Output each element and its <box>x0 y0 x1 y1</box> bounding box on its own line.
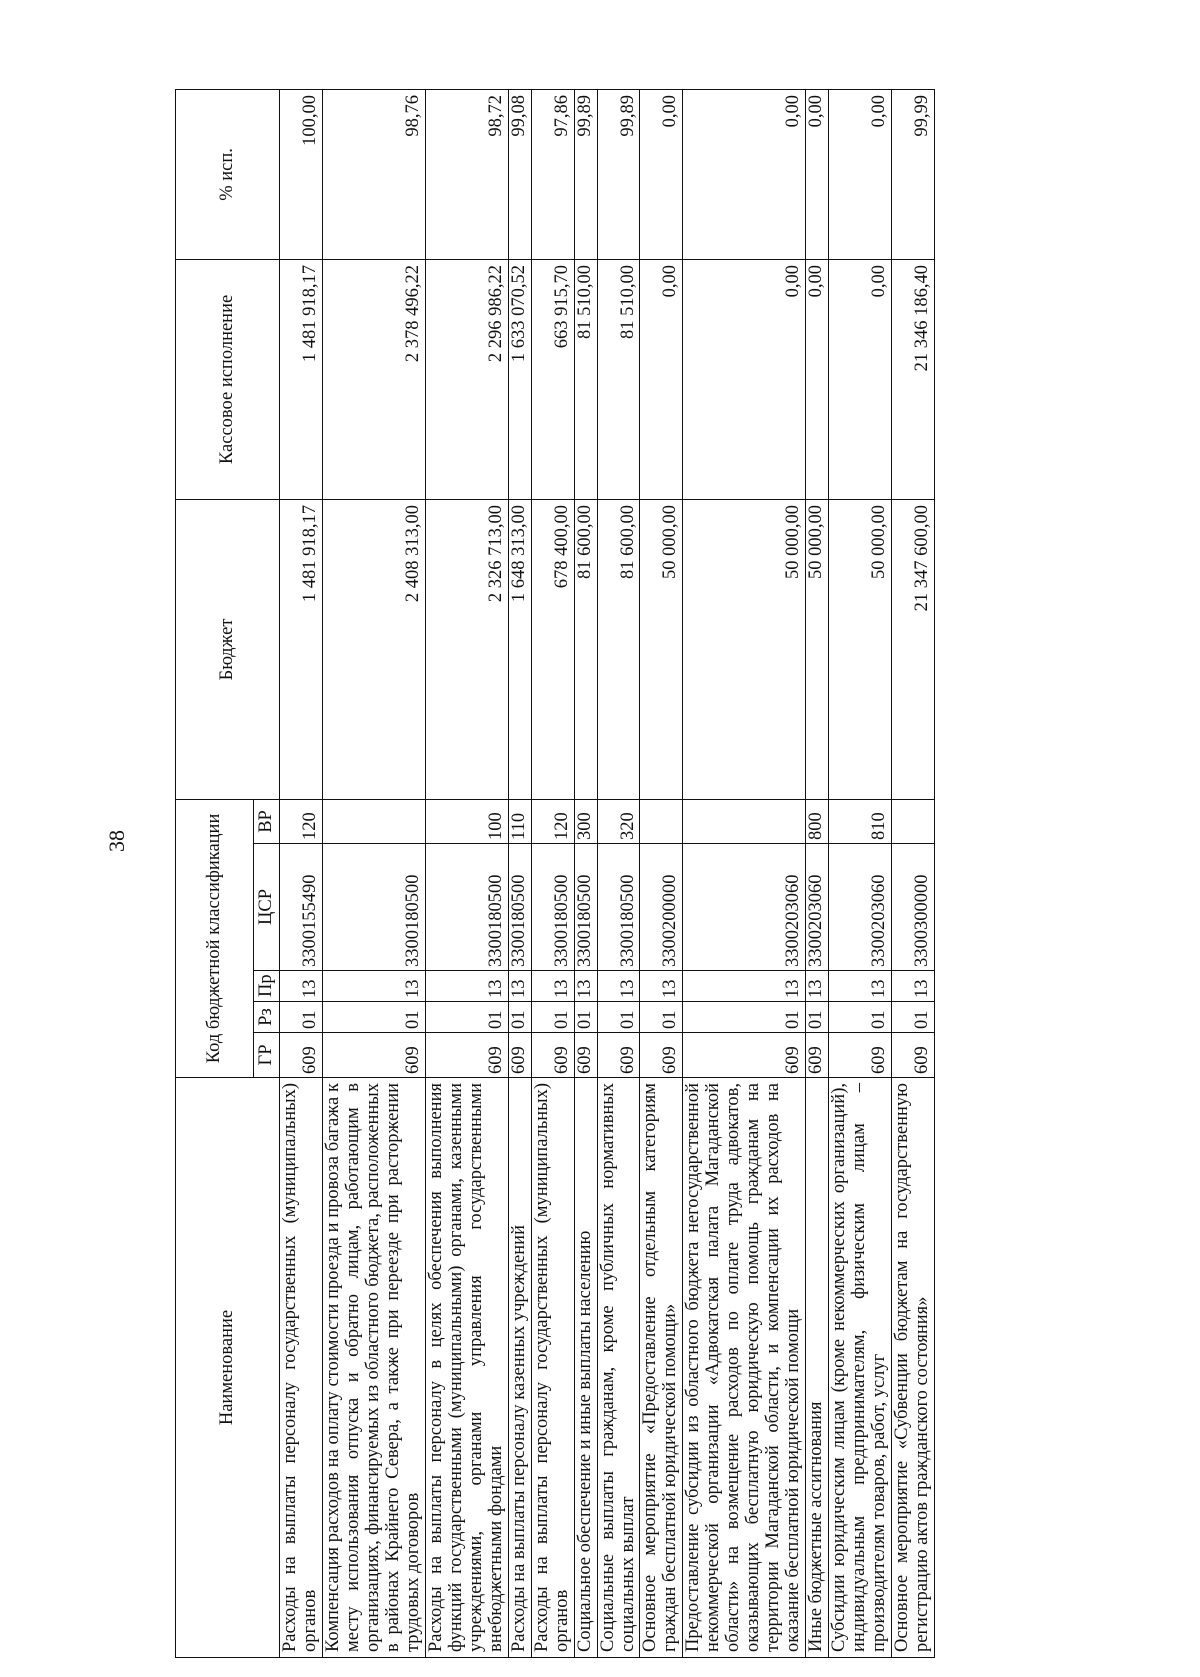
cell-name: Предоставление субсидии из областного бюджета негосударственной некоммерческой организации «Адвокатская палата Магаданской области» на возмещение расходов по оплате труда адвокатов, оказывающих бесплатную юридическую помощь гражданам на территории Магаданской области, и компенсации их расходов на оказание бесплатной юридической помощи <box>683 1078 806 1658</box>
cell-budget: 81 600,00 <box>597 499 640 799</box>
cell-percent: 99,89 <box>574 89 597 259</box>
cell-budget: 81 600,00 <box>574 499 597 799</box>
cell-name: Основное мероприятие «Предоставление отдельным категориям граждан бесплатной юридической помощи» <box>640 1078 683 1658</box>
cell-budget: 2 326 713,00 <box>425 499 508 799</box>
header-code-group: Код бюджетной классификации <box>176 799 254 1077</box>
cell-vr: 120 <box>531 799 574 843</box>
cell-budget: 21 347 600,00 <box>892 499 935 799</box>
cell-percent: 99,89 <box>597 89 640 259</box>
cell-execution: 81 510,00 <box>597 259 640 499</box>
cell-pr: 13 <box>892 971 935 1002</box>
header-pr: Пр <box>254 971 280 1002</box>
cell-name: Расходы на выплаты персоналу государственных (муниципальных) органов <box>531 1078 574 1658</box>
cell-pr: 13 <box>425 971 508 1002</box>
cell-csr: 3300203060 <box>829 844 892 971</box>
header-rz: Рз <box>254 1002 280 1033</box>
cell-execution: 0,00 <box>640 259 683 499</box>
cell-gr: 609 <box>425 1033 508 1078</box>
cell-csr: 3300180500 <box>531 844 574 971</box>
cell-csr: 3300300000 <box>892 844 935 971</box>
cell-pr: 13 <box>829 971 892 1002</box>
header-name: Наименование <box>176 1078 280 1658</box>
table-row <box>425 89 508 1657</box>
cell-vr <box>640 799 683 843</box>
cell-name: Расходы на выплаты персоналу казенных учреждений <box>508 1078 531 1658</box>
cell-execution: 81 510,00 <box>574 259 597 499</box>
cell-csr: 3300180500 <box>574 844 597 971</box>
cell-gr: 609 <box>508 1033 531 1078</box>
cell-pr: 13 <box>508 971 531 1002</box>
cell-budget: 1 481 918,17 <box>280 499 323 799</box>
cell-rz: 01 <box>531 1002 574 1033</box>
cell-rz: 01 <box>597 1002 640 1033</box>
cell-pr: 13 <box>640 971 683 1002</box>
cell-rz: 01 <box>892 1002 935 1033</box>
cell-csr: 3300203060 <box>683 844 806 971</box>
cell-gr: 609 <box>806 1033 829 1078</box>
cell-rz: 01 <box>574 1002 597 1033</box>
page-number: 38 <box>104 830 129 852</box>
cell-name: Расходы на выплаты персоналу государственных (муниципальных) органов <box>280 1078 323 1658</box>
cell-csr: 3300200000 <box>640 844 683 971</box>
cell-vr <box>892 799 935 843</box>
cell-percent: 98,72 <box>425 89 508 259</box>
cell-execution: 0,00 <box>683 259 806 499</box>
cell-pr: 13 <box>531 971 574 1002</box>
cell-csr: 3300155490 <box>280 844 323 971</box>
cell-gr: 609 <box>322 1033 425 1078</box>
cell-rz: 01 <box>425 1002 508 1033</box>
cell-name: Субсидии юридическим лицам (кроме некоммерческих организаций), индивидуальным предпринимателям, физическим лицам – производителям товаров, работ, услуг <box>829 1078 892 1658</box>
cell-pr: 13 <box>806 971 829 1002</box>
cell-vr <box>322 799 425 843</box>
cell-csr: 3300203060 <box>806 844 829 971</box>
cell-csr: 3300180500 <box>322 844 425 971</box>
cell-gr: 609 <box>892 1033 935 1078</box>
cell-rz: 01 <box>806 1002 829 1033</box>
cell-execution: 1 633 070,52 <box>508 259 531 499</box>
cell-execution: 0,00 <box>806 259 829 499</box>
cell-name: Компенсация расходов на оплату стоимости проезда и провоза багажа к месту использования отпуска и обратно лицам, работающим в организациях, финансируемых из областного бюджета, расположенных в районах Крайнего Севера, а также при переезде при расторжении трудовых договоров <box>322 1078 425 1658</box>
cell-execution: 663 915,70 <box>531 259 574 499</box>
cell-csr: 3300180500 <box>597 844 640 971</box>
cell-pr: 13 <box>280 971 323 1002</box>
cell-execution: 21 346 186,40 <box>892 259 935 499</box>
table-row <box>597 89 640 1657</box>
cell-rz: 01 <box>640 1002 683 1033</box>
header-percent: % исп. <box>176 89 280 259</box>
table-body <box>280 89 935 1657</box>
cell-name: Социальное обеспечение и иные выплаты населению <box>574 1078 597 1658</box>
cell-budget: 50 000,00 <box>640 499 683 799</box>
table-row <box>892 89 935 1657</box>
cell-percent: 97,86 <box>531 89 574 259</box>
cell-percent: 0,00 <box>640 89 683 259</box>
table-row <box>322 89 425 1657</box>
cell-pr: 13 <box>683 971 806 1002</box>
cell-gr: 609 <box>280 1033 323 1078</box>
table-header <box>176 89 280 1657</box>
cell-budget: 1 648 313,00 <box>508 499 531 799</box>
cell-name: Социальные выплаты гражданам, кроме публичных нормативных социальных выплат <box>597 1078 640 1658</box>
cell-vr: 120 <box>280 799 323 843</box>
cell-name: Основное мероприятие «Субвенции бюджетам на государственную регистрацию актов гражданского состояния» <box>892 1078 935 1658</box>
header-budget: Бюджет <box>176 499 280 799</box>
cell-percent: 98,76 <box>322 89 425 259</box>
cell-gr: 609 <box>640 1033 683 1078</box>
cell-name: Иные бюджетные ассигнования <box>806 1078 829 1658</box>
cell-percent: 100,00 <box>280 89 323 259</box>
cell-gr: 609 <box>574 1033 597 1078</box>
cell-rz: 01 <box>683 1002 806 1033</box>
table-row <box>574 89 597 1657</box>
table-row <box>531 89 574 1657</box>
cell-vr: 320 <box>597 799 640 843</box>
cell-percent: 99,99 <box>892 89 935 259</box>
cell-rz: 01 <box>508 1002 531 1033</box>
cell-pr: 13 <box>574 971 597 1002</box>
budget-table <box>175 89 935 1658</box>
cell-gr: 609 <box>597 1033 640 1078</box>
cell-vr: 300 <box>574 799 597 843</box>
cell-pr: 13 <box>597 971 640 1002</box>
cell-vr: 110 <box>508 799 531 843</box>
cell-execution: 1 481 918,17 <box>280 259 323 499</box>
header-gr: ГР <box>254 1033 280 1078</box>
cell-budget: 678 400,00 <box>531 499 574 799</box>
cell-percent: 0,00 <box>683 89 806 259</box>
header-vr: ВР <box>254 799 280 843</box>
cell-csr: 3300180500 <box>508 844 531 971</box>
header-execution: Кассовое исполнение <box>176 259 280 499</box>
cell-execution: 2 378 496,22 <box>322 259 425 499</box>
table-row <box>508 89 531 1657</box>
cell-rz: 01 <box>280 1002 323 1033</box>
cell-execution: 0,00 <box>829 259 892 499</box>
cell-gr: 609 <box>531 1033 574 1078</box>
cell-csr: 3300180500 <box>425 844 508 971</box>
header-csr: ЦСР <box>254 844 280 971</box>
cell-budget: 2 408 313,00 <box>322 499 425 799</box>
cell-budget: 50 000,00 <box>829 499 892 799</box>
cell-vr: 100 <box>425 799 508 843</box>
cell-execution: 2 296 986,22 <box>425 259 508 499</box>
table-row <box>640 89 683 1657</box>
cell-vr <box>683 799 806 843</box>
cell-rz: 01 <box>322 1002 425 1033</box>
cell-vr: 810 <box>829 799 892 843</box>
cell-name: Расходы на выплаты персоналу в целях обеспечения выполнения функций государственными (муниципальными) органами, казенными учреждениями, органами управления государственными внебюджетными фондами <box>425 1078 508 1658</box>
cell-rz: 01 <box>829 1002 892 1033</box>
table-row <box>280 89 323 1657</box>
cell-gr: 609 <box>829 1033 892 1078</box>
cell-percent: 99,08 <box>508 89 531 259</box>
cell-budget: 50 000,00 <box>806 499 829 799</box>
cell-gr: 609 <box>683 1033 806 1078</box>
rotated-table-container <box>175 90 1085 1658</box>
cell-pr: 13 <box>322 971 425 1002</box>
table-row <box>829 89 892 1657</box>
cell-percent: 0,00 <box>806 89 829 259</box>
table-row <box>806 89 829 1657</box>
cell-percent: 0,00 <box>829 89 892 259</box>
table-row <box>683 89 806 1657</box>
cell-budget: 50 000,00 <box>683 499 806 799</box>
cell-vr: 800 <box>806 799 829 843</box>
